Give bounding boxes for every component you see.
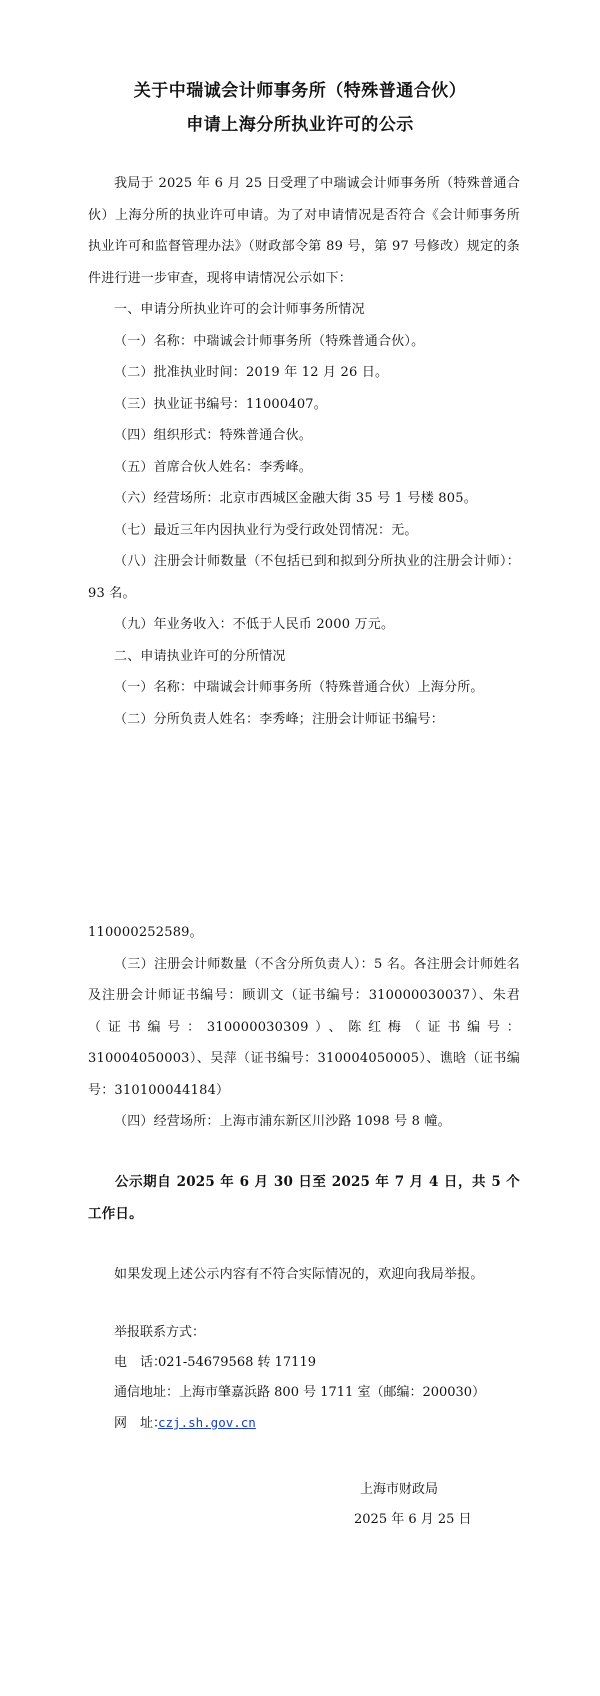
title-line-1: 关于中瑞诚会计师事务所（特殊普通合伙） [133, 81, 467, 101]
section2-item-name: （一）名称：中瑞诚会计师事务所（特殊普通合伙）上海分所。 [114, 680, 484, 695]
website-link[interactable]: czj.sh.gov.cn [158, 1415, 256, 1430]
report-block [88, 1259, 520, 1291]
section1-item-name: （一）名称：中瑞诚会计师事务所（特殊普通合伙）。 [114, 333, 425, 349]
section1-item-certificate-no: （三）执业证书编号：11000407。 [114, 396, 327, 412]
section1-item-revenue: （九）年业务收入：不低于人民币 2000 万元。 [114, 617, 395, 632]
website-label: 网 址： [114, 1416, 167, 1431]
section2-item-branch-head: （二）分所负责人姓名：李秀峰；注册会计师证书编号： [114, 711, 445, 727]
section1-item-premises: （六）经营场所：北京市西城区金融大街 35 号 1 号楼 805。 [114, 491, 477, 506]
contact-website [114, 1408, 256, 1438]
section2-heading: 二、申请执业许可的分所情况 [114, 648, 286, 664]
section1-item-cpa-count: （八）注册会计师数量（不包括已到和拟到分所执业的注册会计师）：93 名。 [88, 554, 520, 601]
section1-heading: 一、申请分所执业许可的会计师事务所情况 [114, 302, 365, 317]
title-line-2: 申请上海分所执业许可的公示 [186, 115, 414, 135]
contact-phone [114, 1348, 316, 1377]
section1-item-org-form: （四）组织形式：特殊普通合伙。 [114, 428, 313, 443]
signature-date: 2025 年 6 月 25 日 [354, 1512, 472, 1527]
report-paragraph: 如果发现上述公示内容有不符合实际情况的，欢迎向我局举报。 [114, 1267, 484, 1282]
publicity-period: 公示期自 2025 年 6 月 30 日至 2025 年 7 月 4 日，共 5 个工作日。 [88, 1174, 520, 1222]
contact-address [114, 1378, 485, 1407]
branch-head-certificate-no: 110000252589。 [88, 925, 203, 940]
section1-item-penalties: （七）最近三年内因执业行为受行政处罚情况：无。 [114, 522, 418, 538]
phone-value: 021-54679568 转 17119 [158, 1355, 316, 1370]
section1-item-approval-date: （二）批准执业时间：2019 年 12 月 26 日。 [114, 365, 389, 380]
notice-body-continued [88, 917, 520, 1138]
address-value: 上海市肇嘉浜路 800 号 1711 室（邮编：200030） [179, 1385, 486, 1400]
section2-item-premises: （四）经营场所：上海市浦东新区川沙路 1098 号 8 幢。 [114, 1114, 451, 1129]
address-label: 通信地址： [114, 1385, 180, 1400]
contact-heading: 举报联系方式： [114, 1325, 206, 1340]
publicity-period-block [88, 1166, 520, 1230]
section2-item-cpa-list: （三）注册会计师数量（不含分所负责人）：5 名。各注册会计师姓名及注册会计师证书编号：顾训文（证书编号：310000030037）、朱君（证书编号：310000030309）、陈红梅（证书编号：310004050003）、吴萍（证书编号：310004050005）、谯晗（证书编号：310100044184） [88, 956, 520, 1098]
section1-item-chief-partner: （五）首席合伙人姓名：李秀峰。 [114, 459, 313, 475]
intro-paragraph: 我局于 2025 年 6 月 25 日受理了中瑞诚会计师事务所（特殊普通合伙）上海分所的执业许可申请。为了对申请情况是否符合《会计师事务所执业许可和监督管理办法》（财政部令第 89 号，第 97 号修改）规定的条件进行进一步审查，现将申请情况公示如下： [88, 176, 520, 286]
phone-label: 电 话： [114, 1355, 167, 1370]
signature-org: 上海市财政局 [360, 1482, 439, 1497]
notice-body [88, 168, 520, 735]
